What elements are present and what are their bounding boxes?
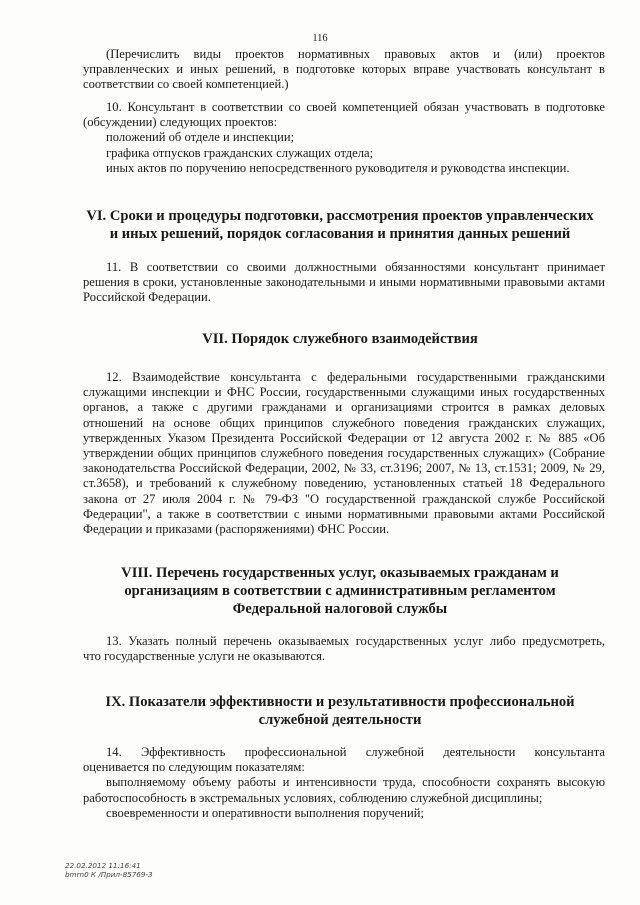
text-line: (обсуждении) следующих проектов: bbox=[83, 115, 278, 130]
heading-line: Федеральной налоговой службы bbox=[232, 601, 448, 617]
text-line: 13. Указать полный перечень оказываемых государственных услуг либо предусмотреть, bbox=[106, 634, 605, 648]
paragraph-10 bbox=[83, 100, 605, 176]
text-line: соответствии со своей компетенцией.) bbox=[83, 77, 289, 92]
text-line: иных актов по поручению непосредственного руководителя и руководства инспекции. bbox=[106, 160, 570, 175]
section-heading-viii bbox=[60, 564, 620, 618]
text-line: графика отпусков гражданских служащих отдела; bbox=[106, 145, 374, 160]
text-line: Федерации и приказами (распоряжениями) ФНС России. bbox=[83, 522, 390, 537]
text-line: ст.3658), и требований к служебному поведению, установленных статьей 18 Федерального bbox=[83, 476, 605, 491]
heading-line: VIII. Перечень государственных услуг, оказываемых гражданам и bbox=[121, 565, 559, 581]
heading-line: VI. Сроки и процедуры подготовки, рассмотрения проектов управленческих bbox=[86, 208, 594, 224]
print-footer bbox=[65, 861, 153, 879]
text-line: законодательства Российской Федерации, 2002, № 33, ст.3196; 2007, № 13, ст.1531; 2009, № 29, bbox=[83, 461, 605, 476]
text-line: органов, а также с другими гражданами и организациями строится в рамках деловых bbox=[83, 400, 605, 415]
heading-line: IX. Показатели эффективности и результативности профессиональной bbox=[105, 694, 575, 710]
section-heading-ix bbox=[60, 693, 620, 729]
heading-line: VII. Порядок служебного взаимодействия bbox=[202, 331, 478, 347]
text-line: Российской Федерации. bbox=[83, 290, 211, 305]
text-line: выполняемому объему работы и интенсивности труда, способности сохранять высокую bbox=[106, 775, 605, 790]
text-line: положений об отделе и инспекции; bbox=[106, 130, 295, 145]
text-line: закона от 27 июля 2004 г. № 79-ФЗ "О государственной гражданской службе Российской bbox=[83, 491, 605, 506]
text-line: 14. Эффективность профессиональной служебной деятельности консультанта bbox=[106, 745, 605, 759]
text-line: утвержденных Указом Президента Российской Федерации от 12 августа 2002 г. № 885 «Об bbox=[83, 430, 605, 445]
text-line: (Перечислить виды проектов нормативных правовых актов и (или) проектов bbox=[106, 47, 605, 61]
text-line: утверждении общих принципов служебного поведения государственных служащих» (Собрание bbox=[83, 446, 605, 461]
page-number: 116 bbox=[312, 33, 328, 44]
text-line: работоспособность в экстремальных условиях, соблюдению служебной дисциплины; bbox=[83, 790, 543, 805]
heading-line: служебной деятельности bbox=[258, 712, 422, 728]
text-line: что государственные услуги не оказываются. bbox=[83, 649, 326, 664]
text-line: 10. Консультант в соответствии со своей компетенцией обязан участвовать в подготовке bbox=[106, 100, 605, 114]
heading-line: организациям в соответствии с административным регламентом bbox=[124, 583, 556, 599]
paragraph-intro bbox=[83, 47, 605, 93]
section-heading-vii bbox=[60, 330, 620, 348]
heading-line: и иных решений, порядок согласования и принятия данных решений bbox=[109, 226, 571, 242]
text-line: 11. В соответствии со своими должностными обязанностями консультант принимает bbox=[106, 260, 605, 274]
text-line: служащими инспекции и ФНС России, государственными служащими иных государственных bbox=[83, 385, 605, 400]
print-timestamp: 22.02.2012 11:16:41 bbox=[65, 861, 141, 870]
text-line: своевременности и оперативности выполнения поручений; bbox=[106, 805, 424, 820]
paragraph-14 bbox=[83, 745, 605, 821]
paragraph-13 bbox=[83, 634, 605, 664]
section-heading-vi bbox=[60, 207, 620, 243]
paragraph-11 bbox=[83, 260, 605, 306]
file-reference: bmrn0 К /Прил-85769-3 bbox=[65, 870, 153, 879]
text-line: отношений на основе общих принципов служебного поведения гражданских служащих, bbox=[83, 415, 605, 430]
paragraph-12 bbox=[83, 370, 605, 537]
text-line: оценивается по следующим показателям: bbox=[83, 760, 305, 775]
text-line: управленческих и иных решений, в подготовке которых вправе участвовать консультант в bbox=[83, 62, 605, 77]
text-line: решения в сроки, установленные законодательными и иными нормативными правовыми актами bbox=[83, 275, 605, 290]
text-line: 12. Взаимодействие консультанта с федеральными государственными гражданскими bbox=[106, 370, 605, 384]
text-line: Федерации", а также в соответствии с иными нормативными правовыми актами Российской bbox=[83, 506, 605, 521]
